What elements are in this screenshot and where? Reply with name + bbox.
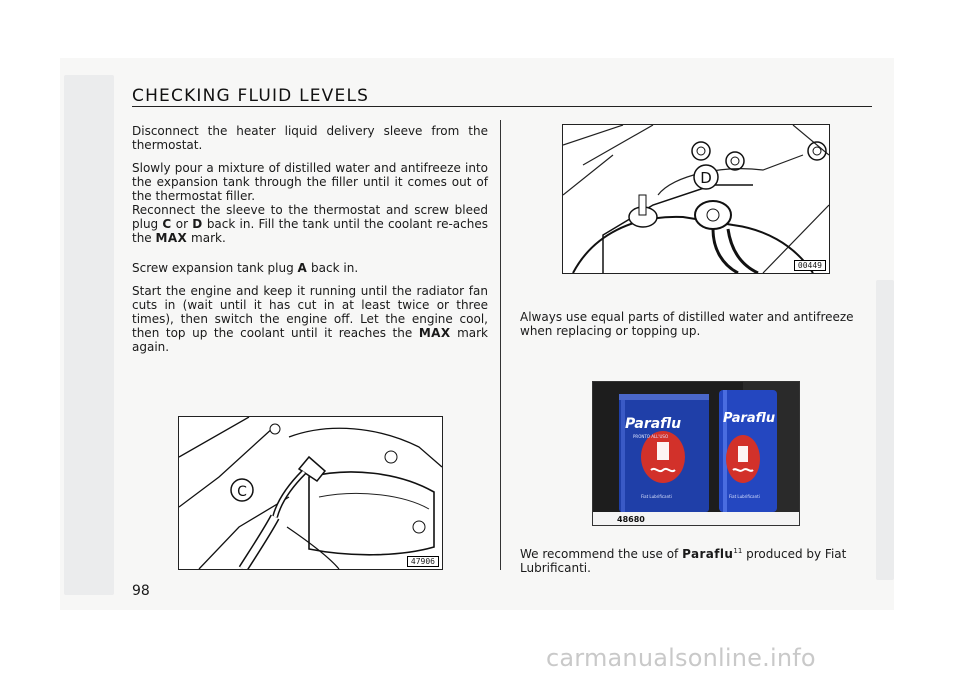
title-underline: [132, 106, 872, 107]
thermostat-illustration: [563, 125, 829, 273]
photo-code: 48680: [617, 515, 645, 524]
callout-label-d: D: [700, 169, 712, 187]
can1-brand: Paraflu: [625, 416, 682, 432]
can1-maker: Fiat Lubrificanti: [641, 494, 672, 499]
figure-code-00449: 00449: [794, 260, 826, 271]
can2-maker: Fiat Lubrificanti: [729, 494, 760, 499]
plug-a-ref: A: [297, 261, 308, 275]
column-divider: [500, 120, 501, 570]
paraflu-recommendation: We recommend the use of Paraflu$^{11}$ produced by Fiat Lubrificanti.: [520, 547, 847, 575]
max-mark-ref-2: MAX: [418, 326, 451, 340]
engine-bay-illustration: [179, 417, 442, 569]
paragraph-pour: Slowly pour a mixture of distilled water and antifreeze into the expansion tank through the filler until it comes out of the thermostat filler. Reconnect the sleeve to the thermostat and screw bleed plug C or D back in. Fill the tank until the coolant re-aches the MAX mark.: [132, 161, 488, 245]
bleed-through-left: [64, 75, 114, 595]
paraflu-cans-image: [593, 382, 799, 525]
can1-subtitle: PRONTO ALL'USO: [633, 434, 669, 439]
site-watermark: carmanualsonline.info: [546, 644, 816, 672]
page-number: 98: [132, 583, 150, 599]
figure-code-47906: 47906: [407, 556, 439, 567]
paragraph-disconnect: Disconnect the heater liquid delivery sleeve from the thermostat.: [132, 124, 488, 152]
paragraph-screw: Screw expansion tank plug A back in.: [132, 261, 359, 275]
callout-label-c: C: [237, 484, 247, 500]
plug-d-ref: D: [192, 217, 203, 231]
page-title: CHECKING FLUID LEVELS: [132, 86, 370, 106]
paraflu-photo: [592, 381, 800, 526]
can2-brand: Paraflu: [723, 411, 776, 426]
antifreeze-note: Always use equal parts of distilled water and antifreeze when replacing or topping up.: [520, 310, 854, 338]
paraflu-brand-ref: Paraflu: [682, 547, 734, 561]
bleed-through-right: [876, 280, 894, 580]
left-column: [132, 124, 488, 363]
plug-c-ref: C: [162, 217, 172, 231]
figure-bleed-plug-c: [178, 416, 443, 570]
max-mark-ref: MAX: [155, 231, 188, 245]
paragraph-start-engine: Start the engine and keep it running until the radiator fan cuts in (wait until it has cut in at least twice or three times), then switch the engine off. Let the engine cool, then top up the coolant until it reaches the MAX mark again.: [132, 284, 489, 354]
figure-thermostat-plug-d: [562, 124, 830, 274]
